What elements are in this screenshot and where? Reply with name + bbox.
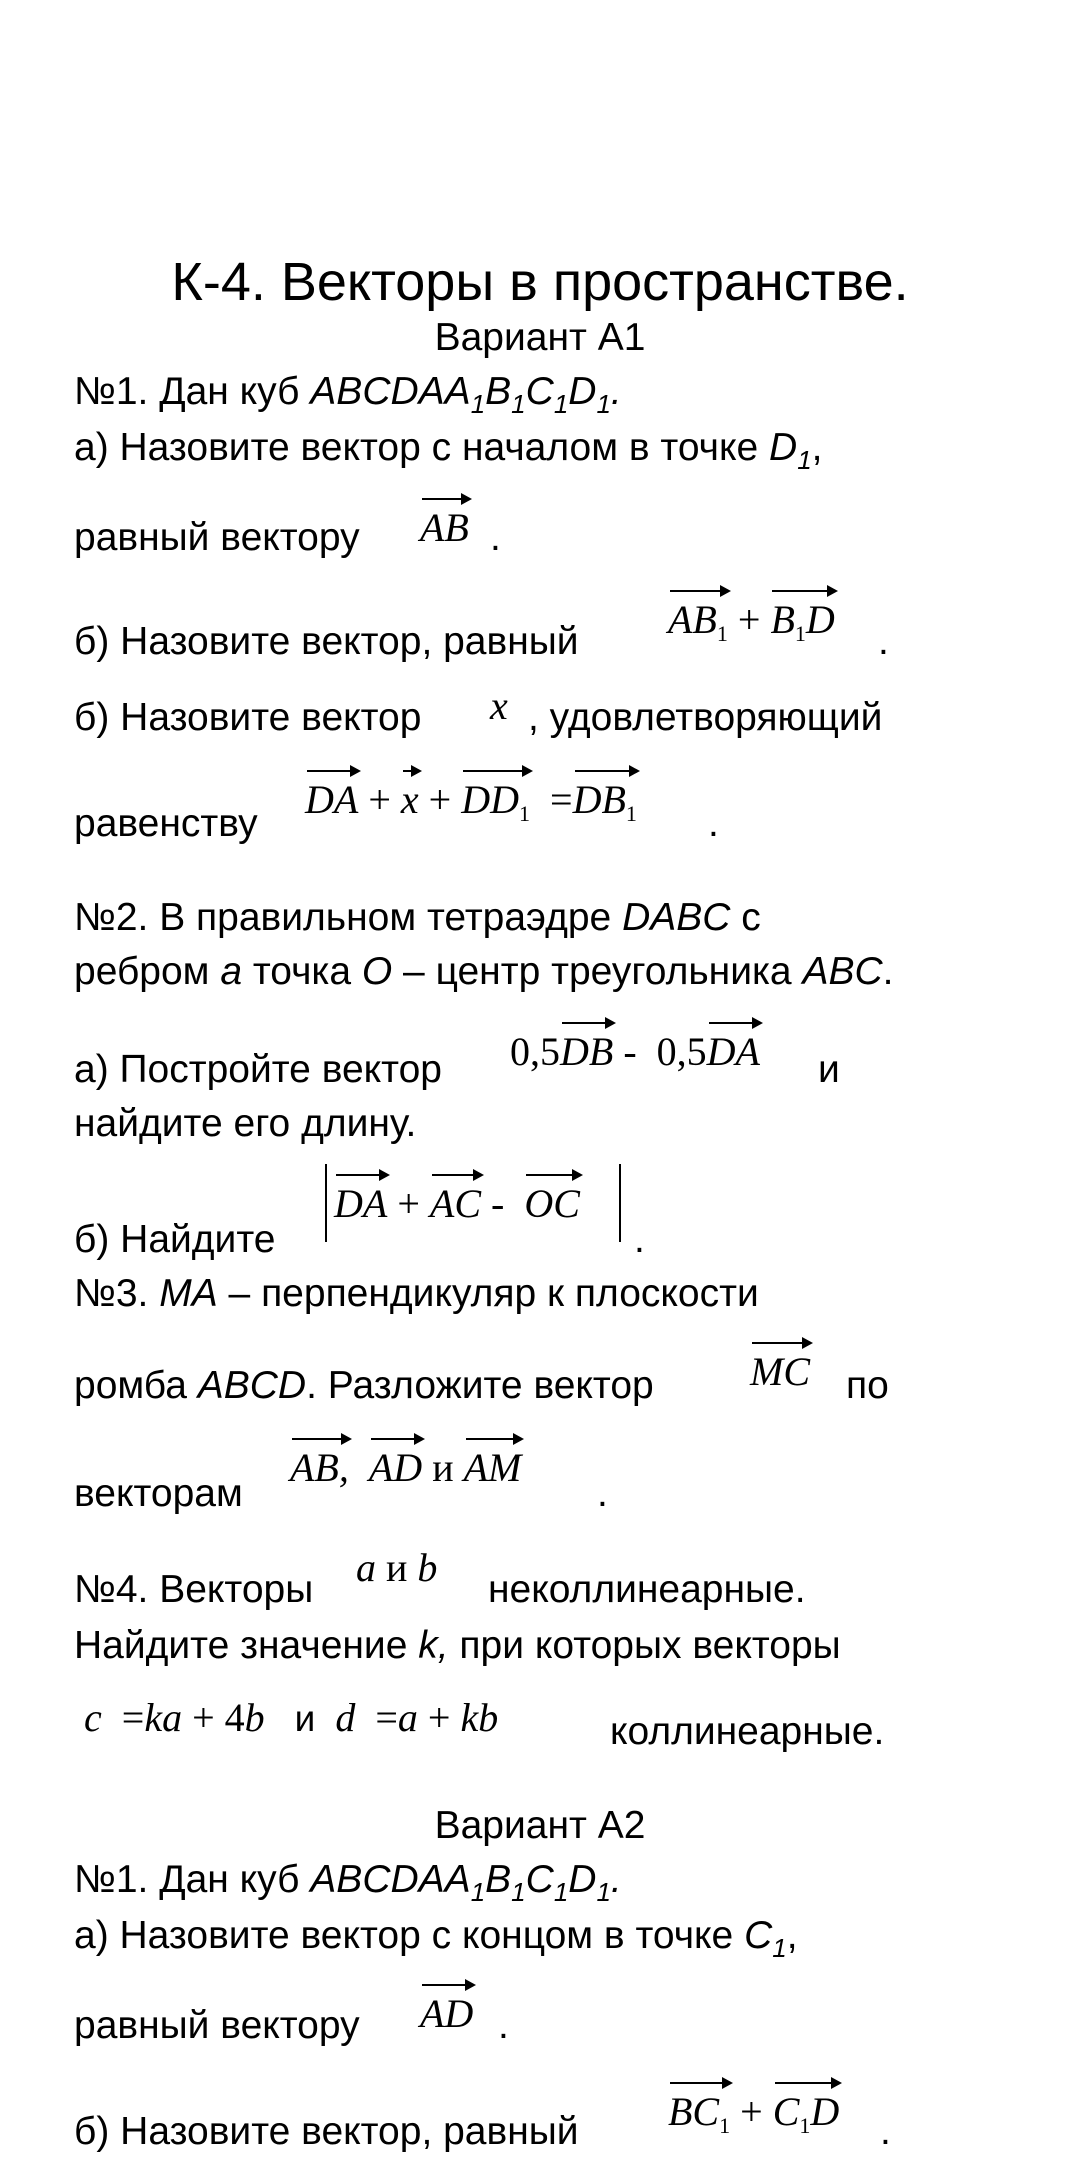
formula-ab1-plus-b1d: $AB_1 + B_1D$ — [668, 597, 835, 646]
a2-problem-1-line-3: равный вектору — [74, 2004, 360, 2047]
a1-problem-1-line-3-end: . — [490, 516, 501, 559]
formula-x: x — [490, 683, 508, 728]
formula-vector-ad: AD — [420, 1991, 474, 2036]
a1-problem-4-line-1-end: неколлинеарные. — [488, 1568, 806, 1611]
formula-half-db-minus-half-da: 0,5DB - 0,5DA — [510, 1029, 760, 1074]
a1-problem-1-line-1: №1. Дан куб $ABCDAA_1B_1C_1D_1$. — [74, 370, 622, 419]
a1-problem-1-line-3: равный вектору — [74, 516, 360, 559]
formula-bc1-plus-c1d: $BC_1 + C_1D$ — [668, 2089, 840, 2138]
a1-problem-1-line-5: б) Назовите вектор — [74, 696, 422, 739]
a1-problem-2-line-1: №2. В правильном тетраэдре DABC с — [74, 896, 761, 939]
a1-problem-2-line-5: б) Найдите — [74, 1218, 276, 1261]
a1-problem-2-line-5-end: . — [634, 1218, 645, 1261]
a2-problem-1-line-4: б) Назовите вектор, равный — [74, 2110, 579, 2153]
a1-problem-3-line-2: ромба ABCD. Разложите вектор — [74, 1364, 654, 1407]
a1-problem-2-line-3-end: и — [818, 1048, 840, 1091]
a1-problem-4-line-3-end: коллинеарные. — [610, 1710, 885, 1753]
a2-problem-1-line-4-end: . — [880, 2110, 891, 2153]
abs-bar-left — [325, 1164, 327, 1242]
a2-problem-1-line-2: а) Назовите вектор с концом в точке $C_1$, — [74, 1914, 798, 1963]
formula-a-and-b: a и b — [356, 1545, 438, 1590]
a1-problem-3-line-2-end: по — [846, 1364, 889, 1407]
a1-problem-1-line-6: равенству — [74, 802, 258, 845]
variant-a2-heading: Вариант А2 — [434, 1804, 646, 1847]
a1-problem-2-line-2: ребром a точка O – центр треугольника ABC. — [74, 950, 894, 993]
a1-problem-1-line-5-end: , удовлетворяющий — [528, 696, 883, 739]
formula-vector-mc: MC — [750, 1349, 810, 1394]
a2-problem-1-line-1: №1. Дан куб $ABCDAA_1B_1C_1D_1$. — [74, 1858, 622, 1907]
a1-problem-4-line-2: Найдите значение k, при которых векторы — [74, 1624, 841, 1667]
formula-c-and-d: c =ka + 4b и d =a + kb — [84, 1695, 499, 1740]
formula-vector-equation: DA + $x + DD_1 =DB_1$ — [305, 777, 637, 826]
a1-problem-2-line-3: а) Постройте вектор — [74, 1048, 442, 1091]
page-title: К-4. Векторы в пространстве. — [171, 252, 909, 312]
formula-vector-ab: AB — [420, 505, 469, 550]
a1-problem-4-line-1: №4. Векторы — [74, 1568, 314, 1611]
a1-problem-3-line-3-end: . — [597, 1472, 608, 1515]
a1-problem-2-line-4: найдите его длину. — [74, 1102, 417, 1145]
a2-problem-1-line-3-end: . — [498, 2004, 509, 2047]
formula-ab-ad-am: AB, AD и AM — [290, 1445, 522, 1490]
variant-a1-heading: Вариант А1 — [434, 316, 646, 359]
a1-problem-1-line-6-end: . — [708, 802, 719, 845]
a1-problem-1-line-2: а) Назовите вектор с началом в точке $D_1$, — [74, 426, 823, 475]
a1-problem-3-line-3: векторам — [74, 1472, 243, 1515]
a1-problem-1-line-4: б) Назовите вектор, равный — [74, 620, 579, 663]
a1-problem-1-line-4-end: . — [878, 620, 889, 663]
formula-abs-da-ac-oc: DA + AC - OC — [334, 1181, 580, 1226]
a1-problem-3-line-1: №3. MA – перпендикуляр к плоскости — [74, 1272, 759, 1315]
abs-bar-right — [619, 1164, 621, 1242]
